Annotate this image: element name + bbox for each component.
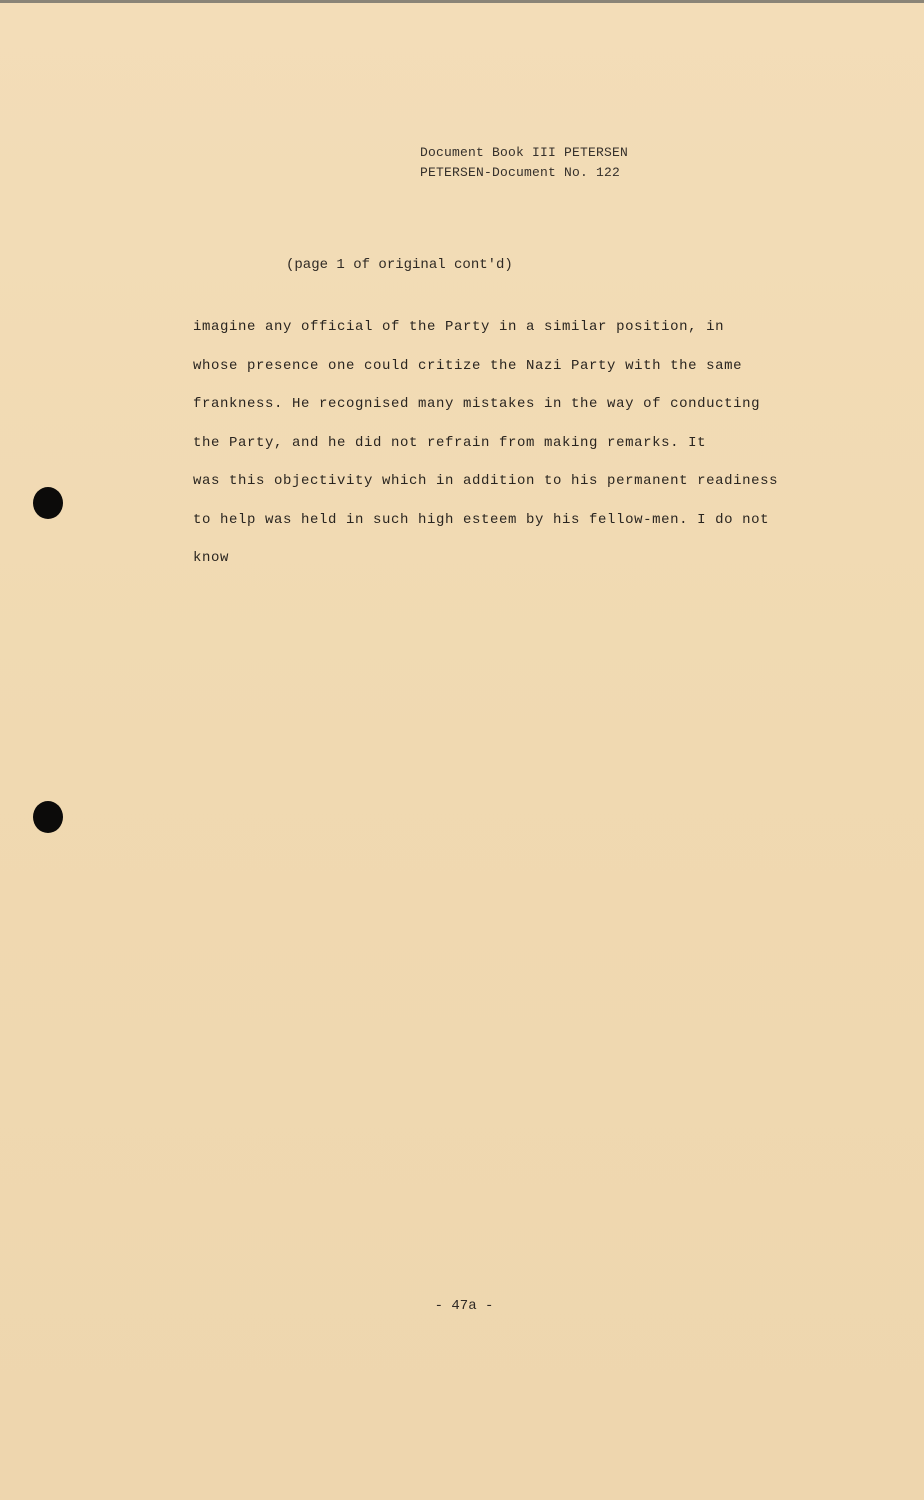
body-text xyxy=(193,315,833,585)
body-line: was this objectivity which in addition to his permanent readiness xyxy=(193,473,779,489)
header-line-1: Document Book III PETERSEN xyxy=(420,145,629,160)
body-line: to help was held in such high esteem by his fellow-men. I do not xyxy=(193,511,770,528)
body-line: the Party, and he did not refrain from making remarks. It xyxy=(193,434,707,451)
page-number: - 47a - xyxy=(434,1298,494,1314)
page-reference: (page 1 of original cont'd) xyxy=(286,257,513,273)
page-top-edge xyxy=(0,0,924,3)
body-line: whose presence one could critize the Nazi Party with the same xyxy=(193,357,743,374)
document-header xyxy=(420,143,628,183)
header-line-2: PETERSEN-Document No. 122 xyxy=(420,165,621,180)
body-line: know xyxy=(193,550,230,566)
body-line: imagine any official of the Party in a similar position, in xyxy=(193,319,725,335)
body-line: frankness. He recognised many mistakes in the way of conducting xyxy=(193,396,761,412)
punch-hole xyxy=(33,487,63,519)
punch-hole xyxy=(33,801,63,833)
